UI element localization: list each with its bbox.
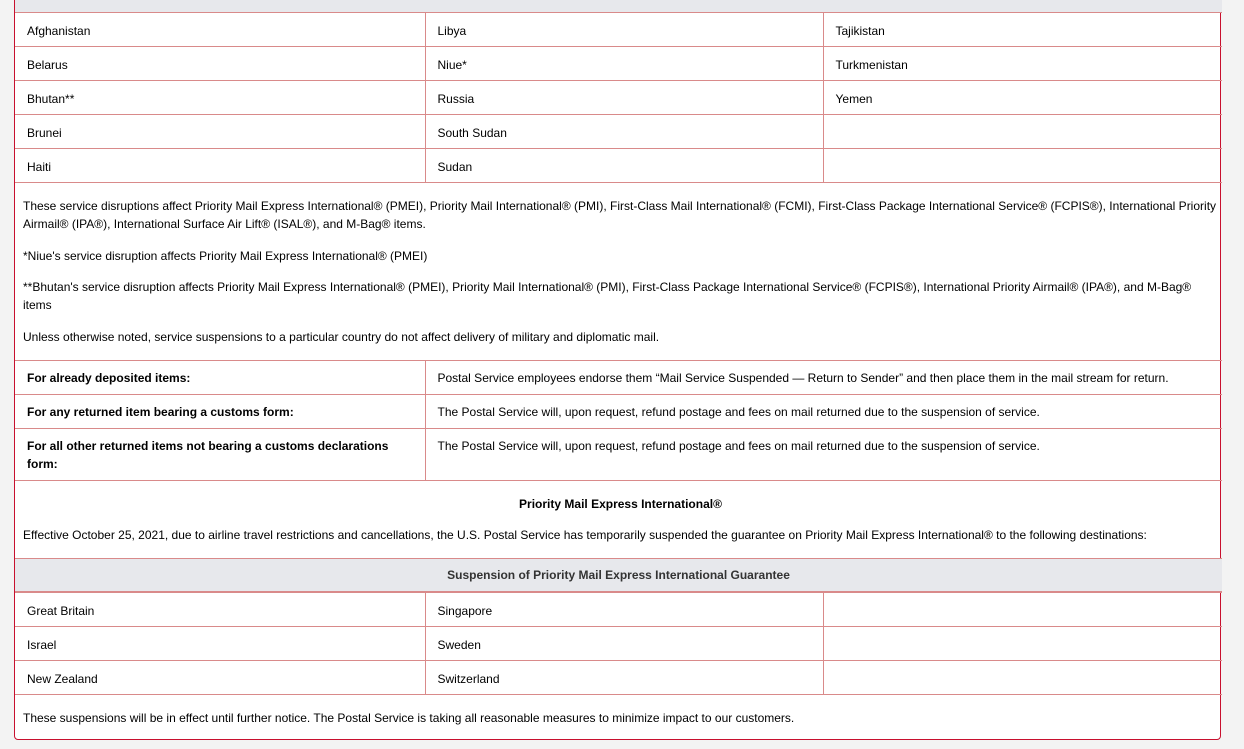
destination-cell [823,627,1222,661]
country-cell: Russia [425,81,823,115]
table-row [15,593,1222,627]
country-cell: Brunei [15,115,425,149]
handling-value: Postal Service employees endorse them “Mail Service Suspended — Return to Sender” and then place them in the mail stream for return. [425,361,1222,395]
table-row [15,627,1222,661]
suspended-countries-table [15,12,1222,183]
country-cell: Afghanistan [15,13,425,47]
country-cell [823,115,1222,149]
table-row [15,395,1222,429]
bhutan-note: **Bhutan's service disruption affects Priority Mail Express International® (PMEI), Priority Mail International® (PMI), First-Class Package International Service® (FCPIS®), International Priority Airmail® (IPA®), and M-Bag® items [23,280,1192,312]
destination-cell: Switzerland [425,661,823,695]
country-cell: Sudan [425,149,823,183]
country-cell: Tajikistan [823,13,1222,47]
country-cell: Turkmenistan [823,47,1222,81]
handling-value: The Postal Service will, upon request, refund postage and fees on mail returned due to the suspension of service. [425,429,1222,481]
country-cell: South Sudan [425,115,823,149]
pmei-table-title: Suspension of Priority Mail Express International Guarantee [15,558,1222,592]
handling-table [15,360,1222,481]
destination-cell: Sweden [425,627,823,661]
pmei-footer: These suspensions will be in effect until further notice. The Postal Service is taking all reasonable measures to minimize impact to our customers. [23,711,795,725]
pmei-heading: Priority Mail Express International® [519,497,722,511]
country-cell: Libya [425,13,823,47]
table-row [15,115,1222,149]
military-note: Unless otherwise noted, service suspensions to a particular country do not affect delivery of military and diplomatic mail. [23,330,660,344]
services-note: These service disruptions affect Priority Mail Express International® (PMEI), Priority Mail International® (PMI), First-Class Mail International® (FCMI), First-Class Package International Service® (FCPIS®), International Priority Airmail® (IPA®), International Surface Air Lift® (ISAL®), and M-Bag® items. [23,199,1217,231]
handling-label: For already deposited items: [15,361,425,395]
niue-note: *Niue's service disruption affects Priority Mail Express International® (PMEI) [23,249,428,263]
table-row [15,661,1222,695]
destination-cell: Israel [15,627,425,661]
table-row [15,149,1222,183]
pmei-table [15,592,1222,695]
table-row [15,47,1222,81]
destination-cell [823,661,1222,695]
country-cell: Haiti [15,149,425,183]
destination-cell [823,593,1222,627]
country-cell [823,149,1222,183]
table-row [15,81,1222,115]
table-row [15,429,1222,481]
table-row [15,361,1222,395]
country-cell: Bhutan** [15,81,425,115]
pmei-intro: Effective October 25, 2021, due to airline travel restrictions and cancellations, the U.S. Postal Service has temporarily suspended the guarantee on Priority Mail Express International® to the following destinations: [23,528,1147,542]
country-cell: Niue* [425,47,823,81]
country-cell: Yemen [823,81,1222,115]
handling-label: For any returned item bearing a customs form: [15,395,425,429]
country-cell: Belarus [15,47,425,81]
handling-value: The Postal Service will, upon request, refund postage and fees on mail returned due to the suspension of service. [425,395,1222,429]
destination-cell: Singapore [425,593,823,627]
table-row [15,13,1222,47]
handling-label: For all other returned items not bearing a customs declarations form: [15,429,425,481]
destination-cell: Great Britain [15,593,425,627]
content-panel [14,0,1221,740]
destination-cell: New Zealand [15,661,425,695]
